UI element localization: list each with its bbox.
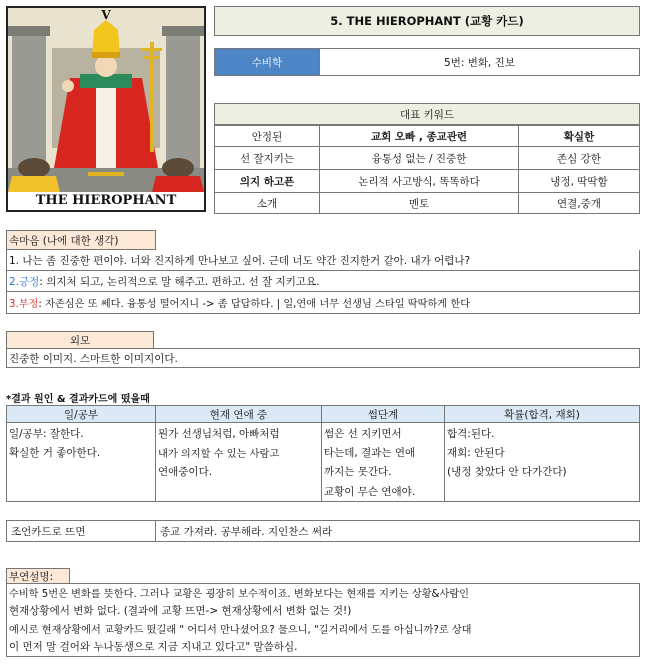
result-cell-line: 일/공부: 잘한다.: [9, 428, 84, 440]
extra-line: 수비학 5번은 변화를 뜻한다. 그러나 교황은 굉장히 보수적이죠. 변화보다는 현재를 지키는 상황&사람인: [9, 589, 470, 600]
keyword-cell: 소개: [214, 192, 320, 214]
keyword-cell: 논리적 사고방식, 똑똑하다: [319, 169, 519, 193]
inner-heart-line-3: 3.부정: 자존심은 또 쎄다. 융통성 떨어지니 -> 좀 답답하다. | 일,연애 너무 선생님 스타일 딱딱하게 한다: [9, 299, 471, 310]
result-cell-line: 타는데, 결과는 연애: [324, 447, 416, 459]
extra-line: 이 먼저 말 걸어와 누나동생으로 지금 지내고 있다고" 말씀하심.: [9, 641, 298, 653]
keywords-header: 대표 키워드: [214, 103, 640, 125]
extra-heading: 부연설명:: [6, 568, 70, 584]
card-caption: THE HIEROPHANT: [8, 192, 204, 210]
result-cell-line: 까지는 못간다.: [324, 466, 392, 478]
result-cell-line: 내가 의지할 수 있는 사람고: [158, 449, 280, 460]
keyword-cell: 확실한: [518, 125, 640, 147]
keyword-cell: 의지 하고픈: [214, 169, 320, 193]
result-col-header: 일/공부: [6, 405, 156, 423]
hierophant-illustration: [8, 8, 204, 210]
result-cell-line: 뭔가 선생님처럼, 아빠처럼: [158, 428, 280, 440]
extra-line: 현재상황에서 변화 없다. (결과에 교황 뜨면-> 현재상황에서 변화 없는 것!): [9, 605, 352, 617]
appearance-heading: 외모: [6, 331, 154, 349]
card-image: [6, 6, 206, 212]
inner-heart-line-1: 1. 나는 좀 진중한 편이야. 너와 진지하게 만나보고 싶어. 근데 너도 약간 진지한거 같아. 내가 어렵나?: [9, 255, 471, 267]
result-cell-line: 확실한 거 좋아한다.: [9, 447, 101, 459]
numerology-label: 수비학: [214, 48, 320, 76]
result-cell-line: 재회: 안된다: [447, 447, 505, 459]
inner-heart-heading: 속마음 (나에 대한 생각): [6, 230, 156, 250]
keyword-cell: 선 잘지키는: [214, 146, 320, 170]
keyword-cell: 교회 오빠 , 종교관련: [319, 125, 519, 147]
keyword-cell: 융통성 없는 / 진중한: [319, 146, 519, 170]
keyword-cell: 안정된: [214, 125, 320, 147]
page-title: 5. THE HIEROPHANT (교황 카드): [214, 6, 640, 36]
appearance-text: 진중한 이미지. 스마트한 이미지이다.: [9, 353, 178, 365]
card-numeral: V: [101, 8, 111, 22]
advice-text: 종교 가져라. 공부해라. 지인찬스 써라: [155, 520, 640, 542]
result-cell-line: 연애중이다.: [158, 466, 213, 478]
result-cell-line: 썸은 선 지키면서: [324, 428, 402, 440]
keyword-cell: 연결,중개: [518, 192, 640, 214]
advice-label: 조언카드로 뜨면: [6, 520, 156, 542]
numerology-value: 5번: 변화, 진보: [319, 48, 640, 76]
inner-heart-line-2: 2.긍정: 의지처 되고, 논리적으로 말 해주고. 편하고. 선 잘 지키고요.: [9, 276, 320, 288]
keyword-cell: 냉정, 딱딱함: [518, 169, 640, 193]
negative-tag: 부정: [18, 299, 39, 310]
result-cell-line: 합격:된다.: [447, 428, 495, 440]
result-cell-line: 교황이 무슨 연애야.: [324, 486, 416, 498]
keyword-cell: 존심 강한: [518, 146, 640, 170]
positive-tag: 긍정: [19, 276, 40, 288]
result-cell-line: (냉정 찾았다 안 다가간다): [447, 466, 567, 478]
result-col-header: 확률(합격, 재회): [444, 405, 640, 423]
result-col-header: 썸단계: [321, 405, 445, 423]
keyword-cell: 멘토: [319, 192, 519, 214]
result-heading: *결과 원인 & 결과카드에 떴을때: [6, 394, 150, 405]
extra-line: 예시로 현재상황에서 교황카드 떴길래 " 어디서 만나셨어요? 물으니, "길거리에서 도를 아십니까?로 상대: [9, 625, 472, 636]
result-col-header: 현재 연애 중: [155, 405, 322, 423]
